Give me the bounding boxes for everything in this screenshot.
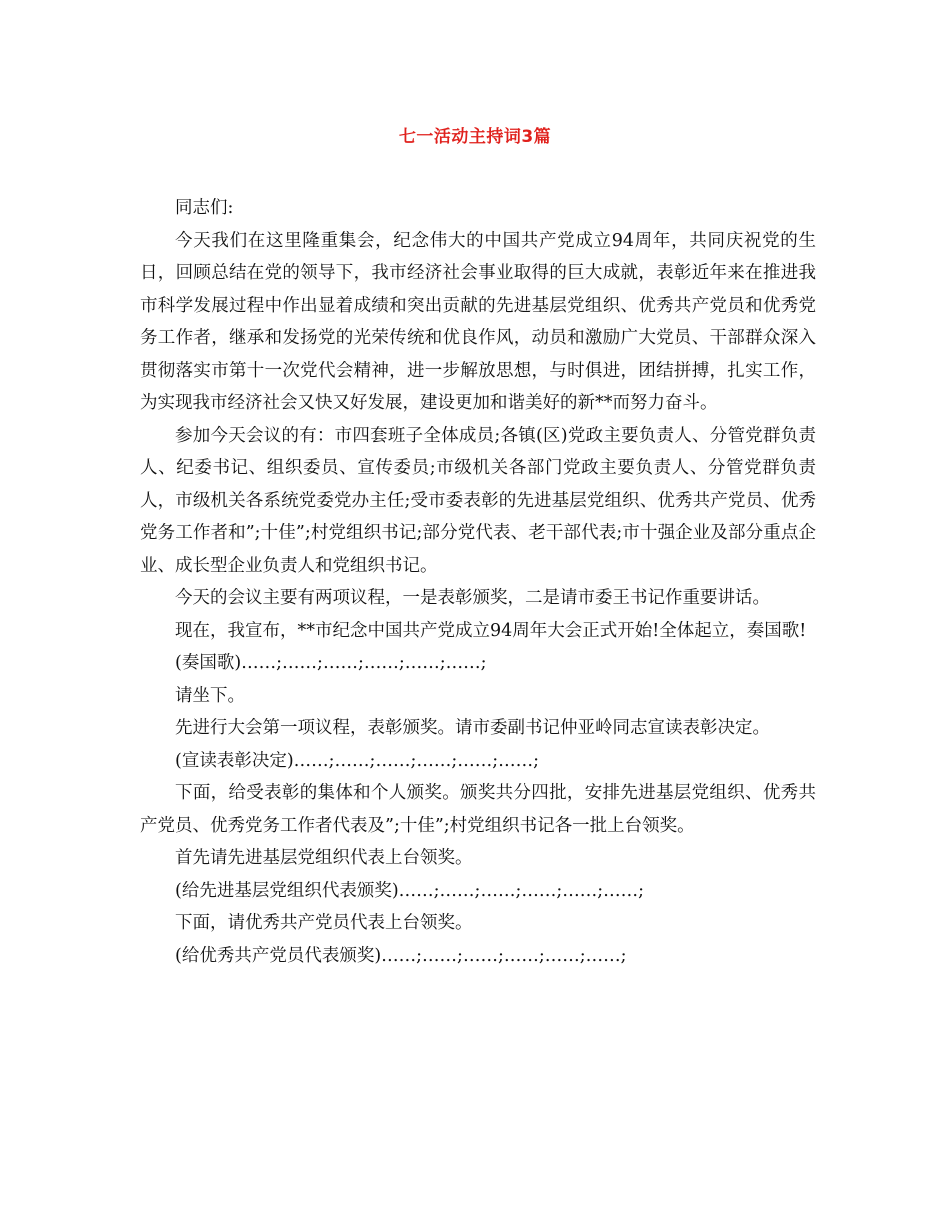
document-title: 七一活动主持词3篇: [398, 127, 552, 147]
paragraph-second-batch-award: (给优秀共产党员代表颁奖)……;……;……;……;……;……;: [175, 945, 627, 966]
paragraph-announcement: 现在，我宣布，**市纪念中国共产党成立94周年大会正式开始!全体起立，奏国歌!: [175, 620, 807, 641]
document-body: [140, 192, 816, 972]
paragraph-opening: 今天我们在这里隆重集会，纪念伟大的中国共产党成立94周年，共同庆祝党的生日，回顾总结在党的领导下，我市经济社会事业取得的巨大成就，表彰近年来在推进我市科学发展过程中作出显着成绩和突出贡献的先进基层党组织、优秀共产党员和优秀党务工作者，继承和发扬党的光荣传统和优良作风，动员和激励广大党员、干部群众深入贯彻落实市第十一次党代会精神，进一步解放思想，与时俱进，团结拼搏，扎实工作，为实现我市经济社会又快又好发展，建设更加和谐美好的新**而努力奋斗。: [140, 230, 816, 413]
paragraph-second-batch: 下面，请优秀共产党员代表上台领奖。: [175, 913, 473, 933]
paragraph-be-seated: 请坐下。: [175, 685, 245, 706]
paragraph-first-batch: 首先请先进基层党组织代表上台领奖。: [175, 848, 473, 868]
paragraph-anthem: (奏国歌)……;……;……;……;……;……;: [175, 653, 487, 673]
paragraph-first-item: 先进行大会第一项议程，表彰颁奖。请市委副书记仲亚岭同志宣读表彰决定。: [175, 718, 770, 738]
paragraph-first-batch-award: (给先进基层党组织代表颁奖)……;……;……;……;……;……;: [175, 880, 645, 901]
paragraph-salutation: 同志们:: [175, 198, 234, 218]
paragraph-read-decision: (宣读表彰决定)……;……;……;……;……;……;: [175, 750, 540, 771]
paragraph-awards: 下面，给受表彰的集体和个人颁奖。颁奖共分四批，安排先进基层党组织、优秀共产党员、优秀党务工作者代表及”;十佳”;村党组织书记各一批上台领奖。: [140, 783, 816, 836]
paragraph-attendees: 参加今天会议的有：市四套班子全体成员;各镇(区)党政主要负责人、分管党群负责人、纪委书记、组织委员、宣传委员;市级机关各部门党政主要负责人、分管党群负责人，市级机关各系统党委党办主任;受市委表彰的先进基层党组织、优秀共产党员、优秀党务工作者和”;十佳”;村党组织书记;部分党代表、老干部代表;市十强企业及部分重点企业、成长型企业负责人和党组织书记。: [140, 425, 816, 576]
paragraph-agenda: 今天的会议主要有两项议程，一是表彰颁奖，二是请市委王书记作重要讲话。: [175, 588, 770, 608]
